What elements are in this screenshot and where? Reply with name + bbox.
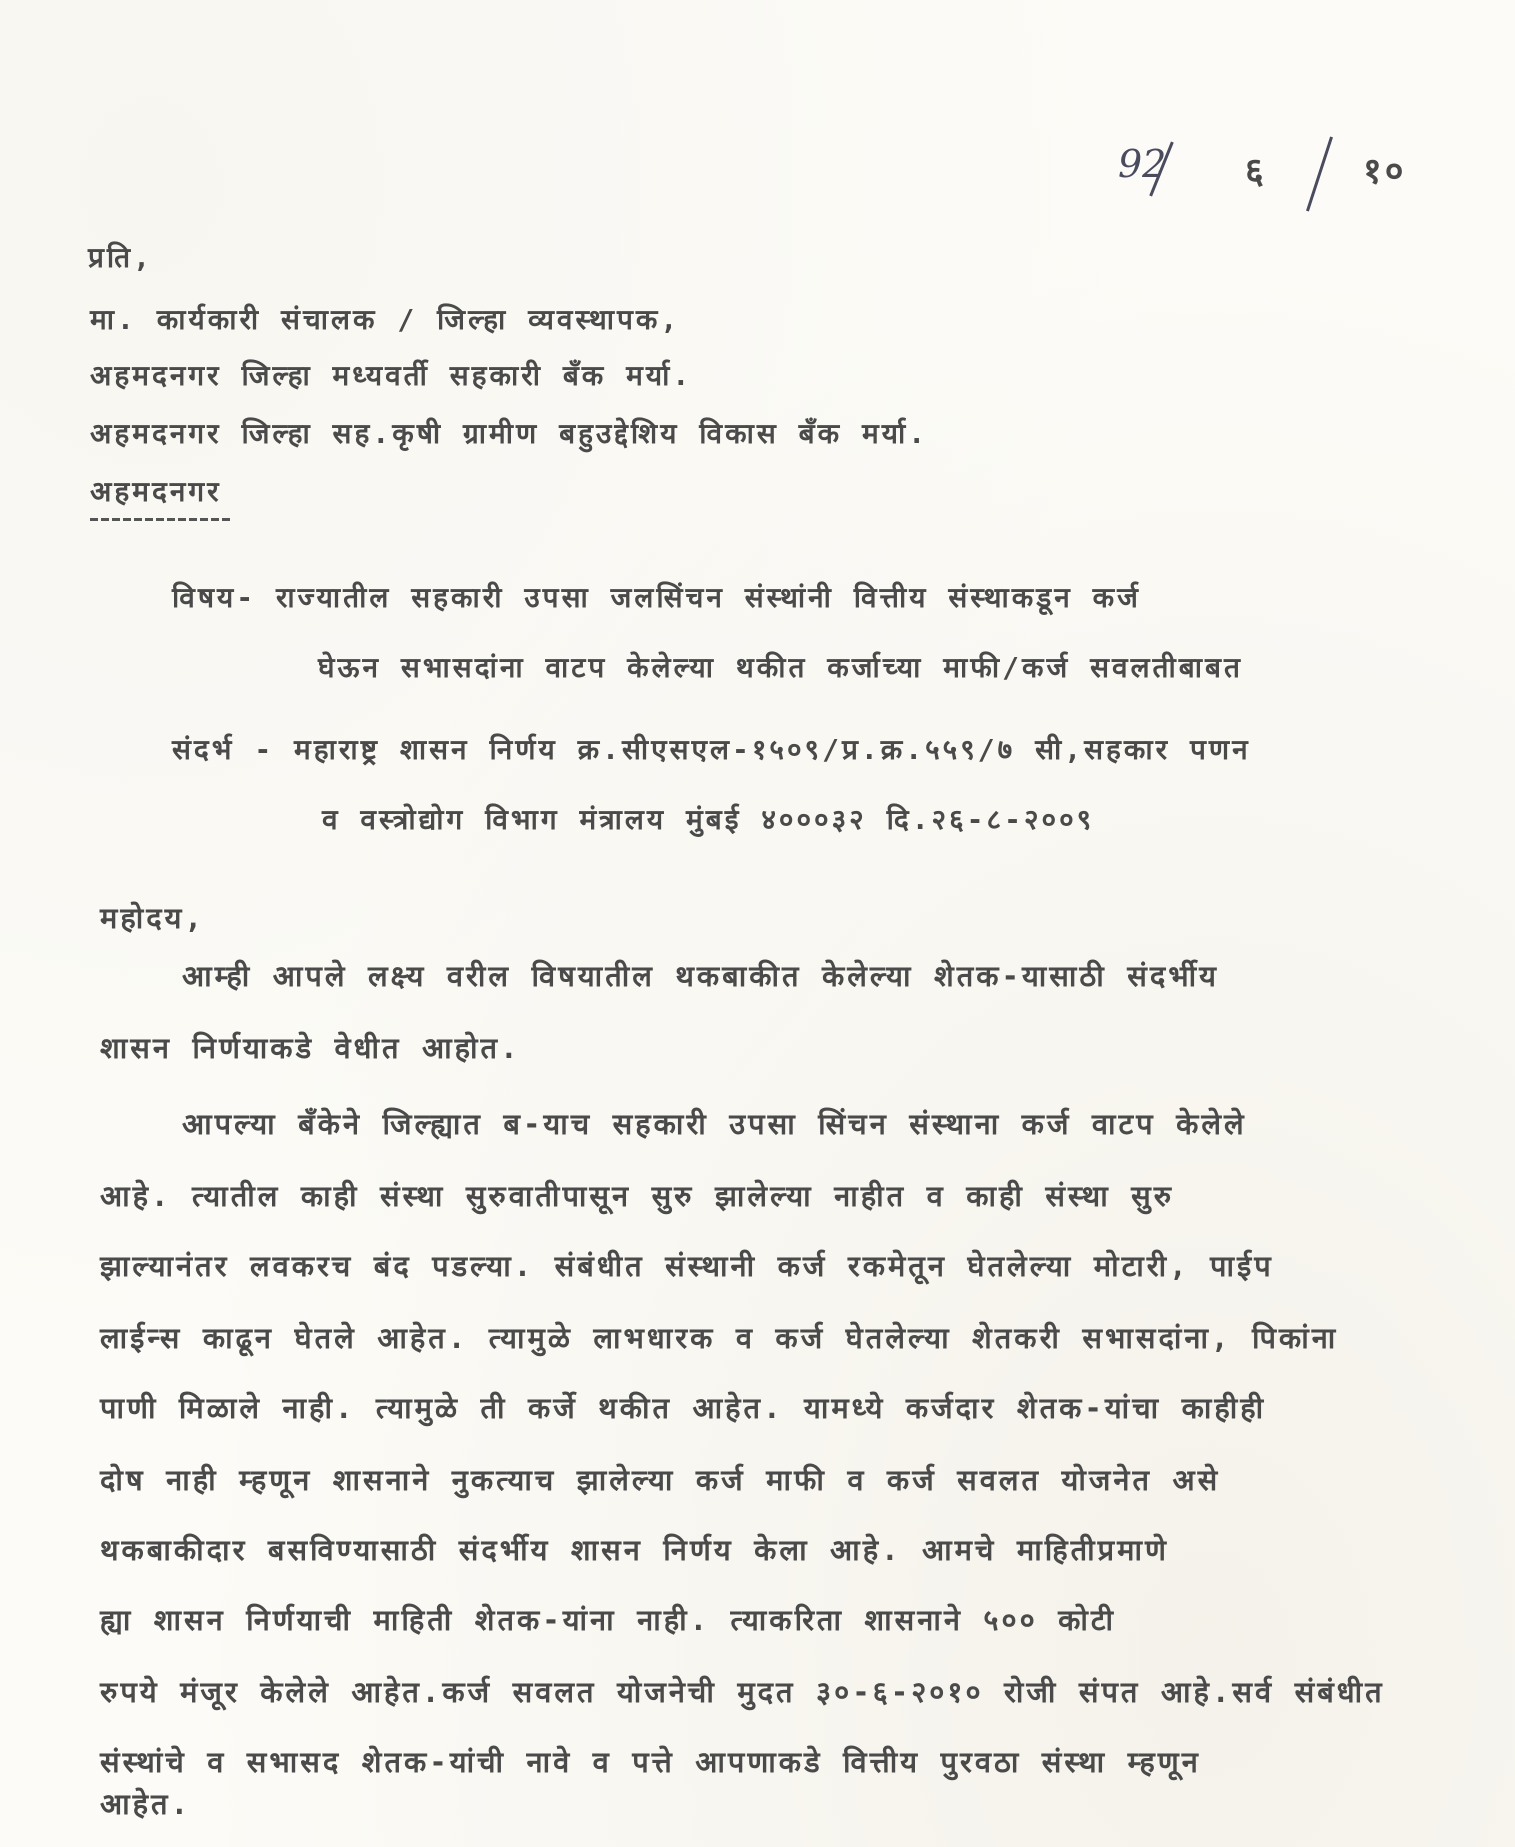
reference-line-1: संदर्भ - महाराष्ट्र शासन निर्णय क्र.सीएसएल-१५०९/प्र.क्र.५५९/७ सी,सहकार पणन [172, 733, 1251, 766]
paragraph-2-line: झाल्यानंतर लवकरच बंद पडल्या. संबंधीत संस्थानी कर्ज रकमेतून घेतलेल्या मोटारी, पाईप [100, 1249, 1274, 1283]
recipient-line-4: अहमदनगर [90, 475, 222, 508]
reference-line-2: व वस्त्रोद्योग विभाग मंत्रालय मुंबई ४०००३२ दि.२६-८-२००९ [322, 803, 1095, 836]
paragraph-1-line-1: आम्ही आपले लक्ष्य वरील विषयातील थकबाकीत केलेल्या शेतक-यासाठी संदर्भीय [182, 959, 1219, 993]
paragraph-2-line: रुपये मंजूर केलेले आहेत.कर्ज सवलत योजनेची मुदत ३०-६-२०१० रोजी संपत आहे.सर्व संबंधीत [100, 1675, 1385, 1709]
recipient-line-1: मा. कार्यकारी संचालक / जिल्हा व्यवस्थापक, [90, 303, 681, 336]
date-day: 92 [1118, 142, 1167, 186]
subject-line-1: विषय- राज्यातील सहकारी उपसा जलसिंचन संस्थांनी वित्तीय संस्थाकडून कर्ज [172, 581, 1141, 614]
paragraph-2-line: आहे. त्यातील काही संस्था सुरुवातीपासून सुरु झालेल्या नाहीत व काही संस्था सुरु [100, 1179, 1175, 1213]
greeting: महोदय, [100, 901, 205, 935]
date-month: ६ [1245, 151, 1267, 192]
recipient-line-3: अहमदनगर जिल्हा सह.कृषी ग्रामीण बहुउद्देशिय विकास बँक मर्या. [90, 417, 929, 450]
paragraph-1-line-2: शासन निर्णयाकडे वेधीत आहोत. [100, 1031, 521, 1065]
paragraph-2-line: थकबाकीदार बसविण्यासाठी संदर्भीय शासन निर्णय केला आहे. आमचे माहितीप्रमाणे [100, 1533, 1169, 1567]
recipient-underline [90, 518, 232, 521]
paragraph-2-line: दोष नाही म्हणून शासनाने नुकत्याच झालेल्या कर्ज माफी व कर्ज सवलत योजनेत असे [100, 1463, 1221, 1497]
date-separator [1306, 136, 1333, 211]
paragraph-2-line: लाईन्स काढून घेतले आहेत. त्यामुळे लाभधारक व कर्ज घेतलेल्या शेतकरी सभासदांना, पिकांना [100, 1321, 1339, 1355]
paragraph-2-line: संस्थांचे व सभासद शेतक-यांची नावे व पत्ते आपणाकडे वित्तीय पुरवठा संस्था म्हणून [100, 1745, 1201, 1779]
recipient-line-2: अहमदनगर जिल्हा मध्यवर्ती सहकारी बँक मर्या. [90, 359, 693, 392]
paragraph-2-line: पाणी मिळाले नाही. त्यामुळे ती कर्जे थकीत आहेत. यामध्ये कर्जदार शेतक-यांचा काहीही [100, 1391, 1267, 1425]
recipient-to: प्रति, [88, 241, 154, 274]
paragraph-2-line: आहेत. [100, 1787, 192, 1821]
paragraph-2-line: ह्या शासन निर्णयाची माहिती शेतक-यांना नाही. त्याकरिता शासनाने ५०० कोटी [100, 1603, 1117, 1637]
subject-line-2: घेऊन सभासदांना वाटप केलेल्या थकीत कर्जाच्या माफी/कर्ज सवलतीबाबत [318, 651, 1243, 684]
date-year: १० [1363, 151, 1407, 192]
paragraph-2-line: आपल्या बँकेने जिल्ह्यात ब-याच सहकारी उपसा सिंचन संस्थाना कर्ज वाटप केलेले [182, 1107, 1247, 1141]
